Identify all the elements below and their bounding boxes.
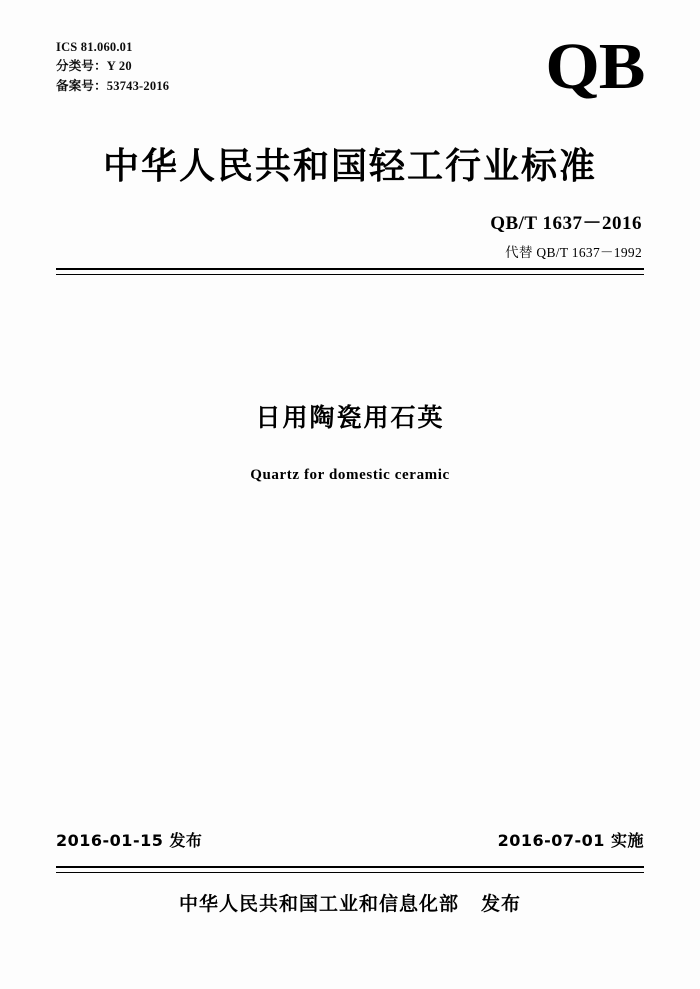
implementation-date: 2016-07-01 实施 [497, 831, 644, 850]
document-title-chinese: 日用陶瓷用石英 [255, 403, 445, 432]
page-title: 中华人民共和国轻工行业标准 [102, 146, 597, 187]
issuer-name: 中华人民共和国工业和信息化部 [178, 893, 459, 915]
divider-top-thick [56, 268, 644, 270]
divider-top-thin [56, 274, 644, 275]
classification-code: 分类号：Y 20 [56, 59, 132, 74]
cover-header [56, 30, 644, 128]
qb-logo: QB [545, 30, 644, 103]
issuer-line [0, 889, 700, 916]
ics-code: ICS 81.060.01 [56, 40, 133, 54]
ics-block [56, 38, 169, 96]
issuer-action: 发布 [481, 893, 522, 915]
standard-number-block [490, 208, 642, 261]
document-title-english: Quartz for domestic ceramic [250, 467, 450, 483]
divider-bottom-thin [56, 872, 644, 873]
issue-date: 2016-01-15 发布 [56, 831, 203, 850]
standard-number: QB/T 1637－2016 [490, 213, 642, 234]
standard-replaces: 代替 QB/T 1637－1992 [505, 245, 642, 260]
record-number: 备案号：53743-2016 [56, 78, 170, 93]
divider-bottom-thick [56, 866, 644, 868]
footer-dates [56, 828, 644, 851]
